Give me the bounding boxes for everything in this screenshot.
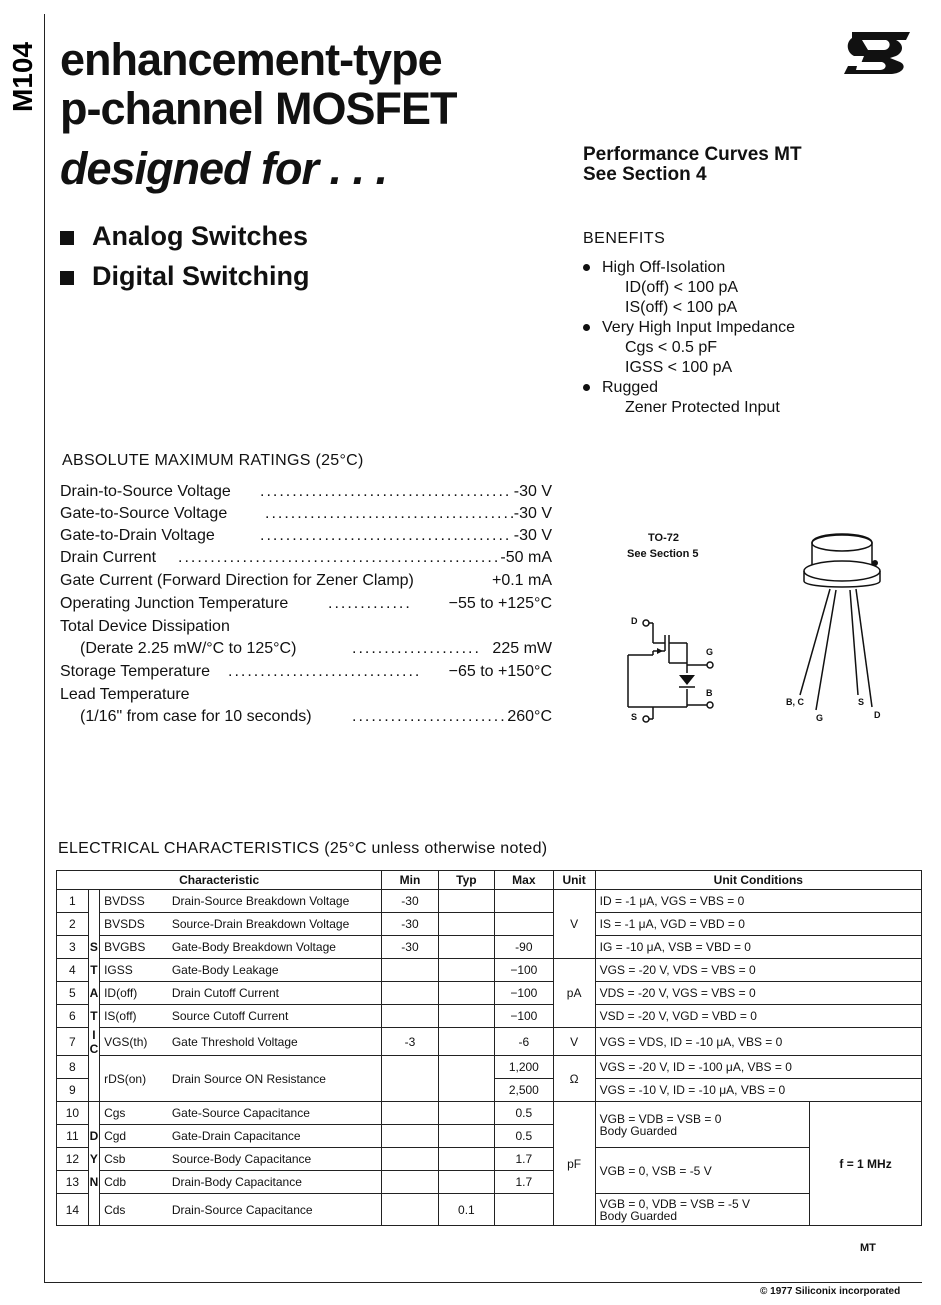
benefits-title: BENEFITS [583, 230, 666, 247]
to72-package-icon [780, 525, 930, 715]
table-row: 6 T IS(off) Source Cutoff Current −100 VSD = -20 V, VGD = VBD = 0 [57, 1005, 922, 1028]
part-number-text: M104 [7, 41, 38, 112]
pin-g-label: G [706, 647, 714, 657]
table-row: 5 A ID(off) Drain Cutoff Current −100 VDS = -20 V, VGS = VBS = 0 [57, 982, 922, 1005]
ec-header-max: Max [495, 871, 553, 890]
table-row: 4 T IGSS Gate-Body Leakage −100 pA VGS = -20 V, VDS = VBS = 0 [57, 959, 922, 982]
ec-header-row [57, 871, 922, 890]
benefits-list: High Off-Isolation ID(off) < 100 pA IS(off) < 100 pA Very High Input Impedance Cgs < 0.5 pF IGSS < 100 pA Rugged Zener Protected Input [583, 258, 795, 418]
table-row: 10 Cgs Gate-Source Capacitance 0.5 pF VGB = VDB = VSB = 0 Body Guarded f = 1 MHz [57, 1102, 922, 1125]
ec-header-unit: Unit [553, 871, 595, 890]
table-row: 8 rDS(on) Drain Source ON Resistance 1,200 Ω VGS = -20 V, ID = -100 μA, VBS = 0 [57, 1056, 922, 1079]
table-row: 7 I C VGS(th) Gate Threshold Voltage -3 -6 V VGS = VDS, ID = -10 μA, VBS = 0 [57, 1028, 922, 1056]
package-pin-s: S [858, 697, 865, 707]
ec-header-conditions: Unit Conditions [595, 871, 921, 890]
ec-header-typ: Typ [438, 871, 494, 890]
benefit-item: Very High Input Impedance [583, 318, 795, 338]
pin-d-label: D [631, 616, 638, 626]
bullet-icon [583, 324, 590, 331]
package-pin-g: G [816, 713, 824, 723]
footer-code: MT [860, 1242, 876, 1254]
square-bullet-icon [60, 231, 74, 245]
application-item: Digital Switching [60, 261, 310, 292]
table-row: 12 Y Csb Source-Body Capacitance 1.7 VGB = 0, VSB = -5 V [57, 1148, 922, 1171]
performance-note: Performance Curves MT See Section 4 [583, 144, 802, 185]
bullet-icon [583, 384, 590, 391]
title-line-2: p-channel MOSFET [60, 83, 457, 134]
square-bullet-icon [60, 271, 74, 285]
ec-table [56, 870, 922, 1226]
table-row: 11 D Cgd Gate-Drain Capacitance 0.5 [57, 1125, 922, 1148]
table-row: 13 N Cdb Drain-Body Capacitance 1.7 [57, 1171, 922, 1194]
part-number-tag [2, 14, 38, 114]
package-note: See Section 5 [627, 548, 699, 560]
copyright: © 1977 Siliconix incorporated [760, 1286, 901, 1297]
benefit-item: Rugged [583, 378, 795, 398]
table-row: 3 S BVGBS Gate-Body Breakdown Voltage -30 -90 IG = -10 μA, VSB = VBD = 0 [57, 936, 922, 959]
table-row: 2 BVSDS Source-Drain Breakdown Voltage -30 IS = -1 μA, VGD = VBD = 0 [57, 913, 922, 936]
title-line-1: enhancement-type [60, 34, 442, 85]
table-row: 9 2,500 VGS = -10 V, ID = -10 μA, VBS = 0 [57, 1079, 922, 1102]
package-pin-d: D [874, 710, 881, 720]
pin-s-label: S [631, 712, 638, 722]
benefit-item: High Off-Isolation [583, 258, 795, 278]
ec-header-min: Min [382, 871, 438, 890]
table-row: 14 Cds Drain-Source Capacitance 0.1 VGB = 0, VDB = VSB = -5 V Body Guarded [57, 1194, 922, 1226]
application-item: Analog Switches [60, 221, 308, 252]
pin-b-label: B [706, 688, 713, 698]
amr-title: ABSOLUTE MAXIMUM RATINGS (25°C) [62, 452, 364, 469]
package-pin-bc: B, C [786, 697, 804, 707]
ec-header-characteristic: Characteristic [57, 871, 382, 890]
table-row: 1 BVDSS Drain-Source Breakdown Voltage -30 V ID = -1 μA, VGS = VBS = 0 [57, 890, 922, 913]
mosfet-schematic-icon [625, 615, 720, 725]
package-name: TO-72 [648, 532, 679, 544]
bullet-icon [583, 264, 590, 271]
subtitle: designed for . . . [60, 143, 388, 194]
siliconix-logo-icon [838, 26, 918, 76]
ec-title: ELECTRICAL CHARACTERISTICS (25°C unless otherwise noted) [58, 840, 548, 857]
